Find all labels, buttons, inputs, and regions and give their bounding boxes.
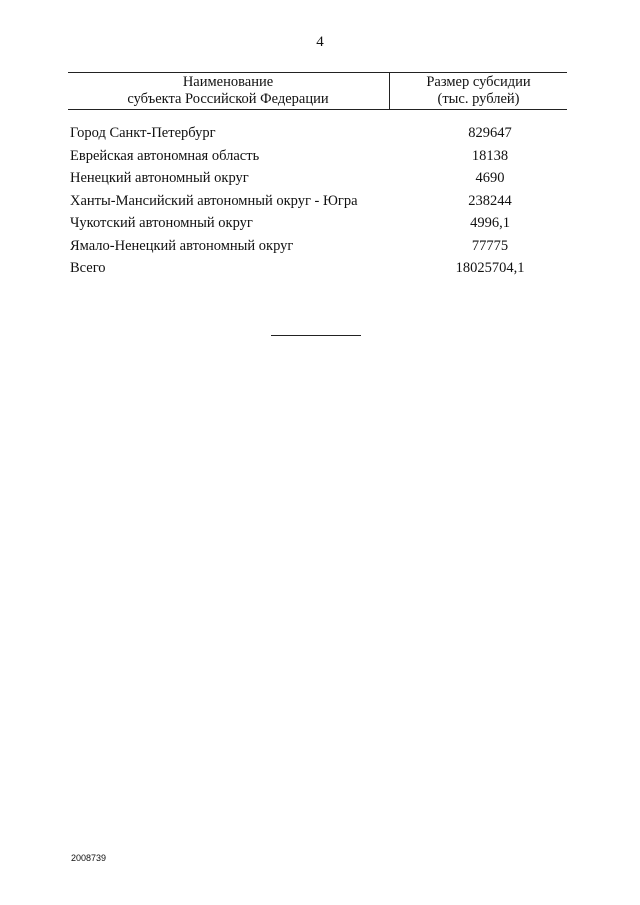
table-header-top-rule [68,72,567,73]
row-subject-name: Город Санкт-Петербург [70,125,216,141]
column-header-amount-line2: (тыс. рублей) [437,91,520,107]
table-row [70,237,570,260]
column-header-amount-line1: Размер субсидии [426,74,531,90]
table-header-bottom-rule [68,109,567,110]
row-total-label: Всего [70,260,106,276]
row-subject-name: Ямало-Ненецкий автономный округ [70,237,294,254]
page-number: 4 [316,34,324,50]
table-row [70,192,570,215]
row-subject-name: Еврейская автономная область [70,147,260,164]
subsidy-table-body [70,124,570,282]
document-end-rule [271,335,361,336]
column-header-subject-line1: Наименование [182,74,274,90]
row-subsidy-amount: 4996,1 [470,215,510,231]
row-subsidy-amount: 77775 [471,237,509,254]
column-header-subject-line2: субъекта Российской Федерации [127,91,329,107]
row-subject-name: Чукотский автономный округ [70,215,253,231]
table-row [70,169,570,192]
row-subsidy-amount: 18138 [471,147,509,164]
row-subsidy-amount: 829647 [468,125,512,141]
table-row [70,124,570,147]
row-subsidy-amount: 4690 [475,170,505,186]
table-row [70,214,570,237]
table-row [70,147,570,170]
row-subject-name: Ханты-Мансийский автономный округ - Югра [70,192,358,209]
row-subject-name: Ненецкий автономный округ [70,170,249,186]
footer-document-code: 2008739 [71,853,107,863]
column-header-subject [68,74,388,108]
column-header-amount [390,74,567,108]
row-subsidy-amount: 238244 [468,192,512,209]
row-total-amount: 18025704,1 [455,260,525,276]
table-row-total [70,259,570,282]
